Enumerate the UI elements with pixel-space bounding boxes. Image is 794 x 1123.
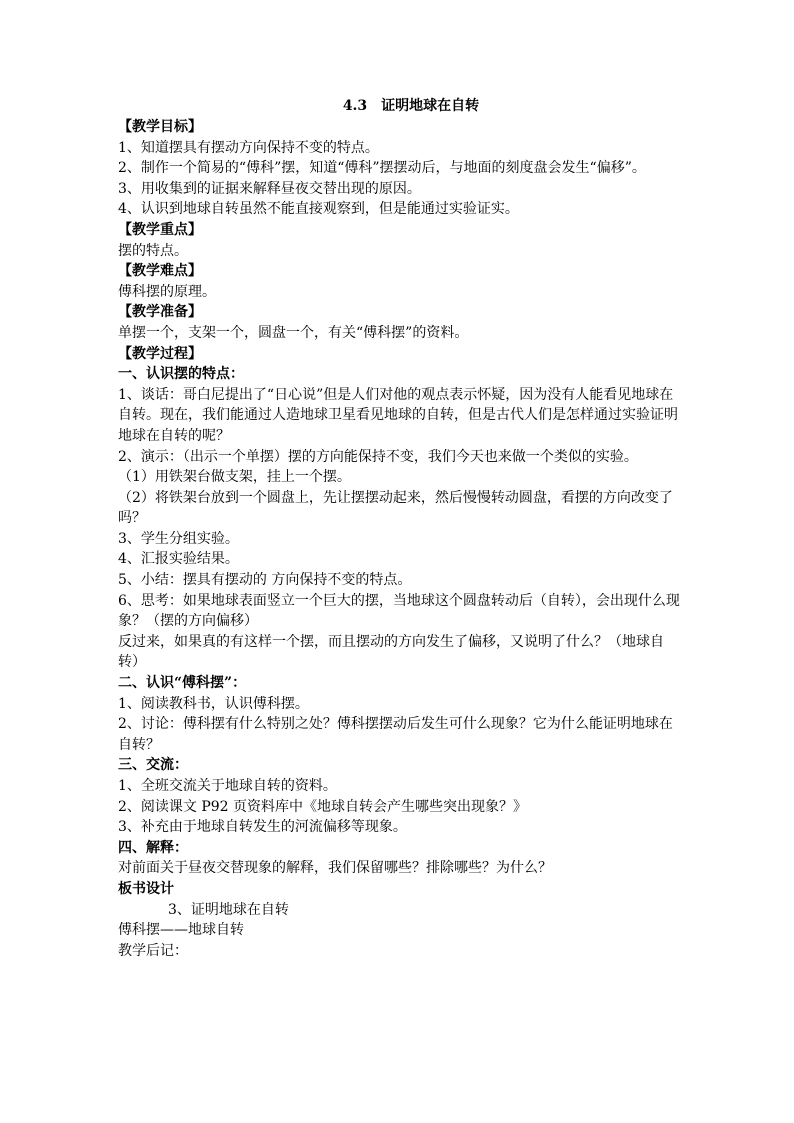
document-body [118,117,684,961]
paragraph-line: 4、汇报实验结果。 [118,551,239,568]
paragraph-line: 3、学生分组实验。 [118,530,239,547]
section-heading: 四、解释： [118,839,188,856]
document-title: 4.3 证明地球在自转 [342,98,480,114]
paragraph-line: 2、阅读课文 P92 页资料库中《地球自转会产生哪些突出现象？》 [118,798,528,815]
section-heading: 【教学准备】 [118,304,202,321]
section-heading: 【教学目标】 [118,119,202,135]
paragraph-line: 5、小结：摆具有摆动的 方向保持不变的特点。 [118,572,412,589]
section-heading: 【教学难点】 [118,263,202,280]
section-heading: 二、认识“傅科摆”： [118,675,247,692]
section-heading: 【教学重点】 [118,221,202,238]
section-heading: 三、交流： [118,757,188,774]
paragraph-line: 2、演示：（出示一个单摆）摆的方向能保持不变，我们今天也来做一个类似的实验。 [118,448,638,465]
section-heading: 板书设计 [118,880,174,897]
paragraph-line: 摆的特点。 [118,242,188,259]
paragraph-line: 1、阅读教科书，认识傅科摆。 [118,695,309,712]
paragraph-line: 1、谈话：哥白尼提出了“日心说”但是人们对他的观点表示怀疑，因为没有人能看见地球在自转。现在，我们能通过人造地球卫星看见地球的自转，但是古代人们是怎样通过实验证明地球在自转的呢？ [118,386,678,444]
paragraph-line: 单摆一个，支架一个，圆盘一个，有关“傅科摆”的资料。 [118,324,469,341]
paragraph-line: 2、制作一个简易的“傅科”摆，知道“傅科”摆摆动后，与地面的刻度盘会发生“偏移”。 [118,160,646,177]
section-heading: 【教学过程】 [118,345,202,362]
paragraph-line: 对前面关于昼夜交替现象的解释，我们保留哪些？排除哪些？为什么？ [118,860,552,877]
paragraph-line: 4、认识到地球自转虽然不能直接观察到，但是能通过实验证实。 [118,201,519,218]
paragraph-line: 3、补充由于地球自转发生的河流偏移等现象。 [118,819,407,836]
paragraph-line: 傅科摆——地球自转 [118,922,244,939]
document-page [118,96,684,961]
paragraph-line: 3、用收集到的证据来解释昼夜交替出现的原因。 [118,180,421,197]
paragraph-line: 3、证明地球在自转 [168,901,289,918]
paragraph-line: 1、全班交流关于地球自转的资料。 [118,778,337,794]
paragraph-line: （2）将铁架台放到一个圆盘上，先让摆摆动起来，然后慢慢转动圆盘，看摆的方向改变了吗？ [118,489,673,527]
paragraph-line: 1、知道摆具有摆动方向保持不变的特点。 [118,139,379,156]
paragraph-line: 6、思考：如果地球表面竖立一个巨大的摆，当地球这个圆盘转动后（自转），会出现什么现象？（摆的方向偏移） [118,592,680,630]
section-heading: 一、认识摆的特点： [118,366,244,383]
paragraph-line: 教学后记： [118,942,188,959]
paragraph-line: 傅科摆的原理。 [118,283,216,300]
paragraph-line: 反过来，如果真的有这样一个摆，而且摆动的方向发生了偏移，又说明了什么？（地球自转） [118,633,664,671]
paragraph-line: 2、讨论：傅科摆有什么特别之处？傅科摆摆动后发生可什么现象？它为什么能证明地球在自转？ [118,716,673,753]
paragraph-line: （1）用铁架台做支架，挂上一个摆。 [118,469,351,486]
